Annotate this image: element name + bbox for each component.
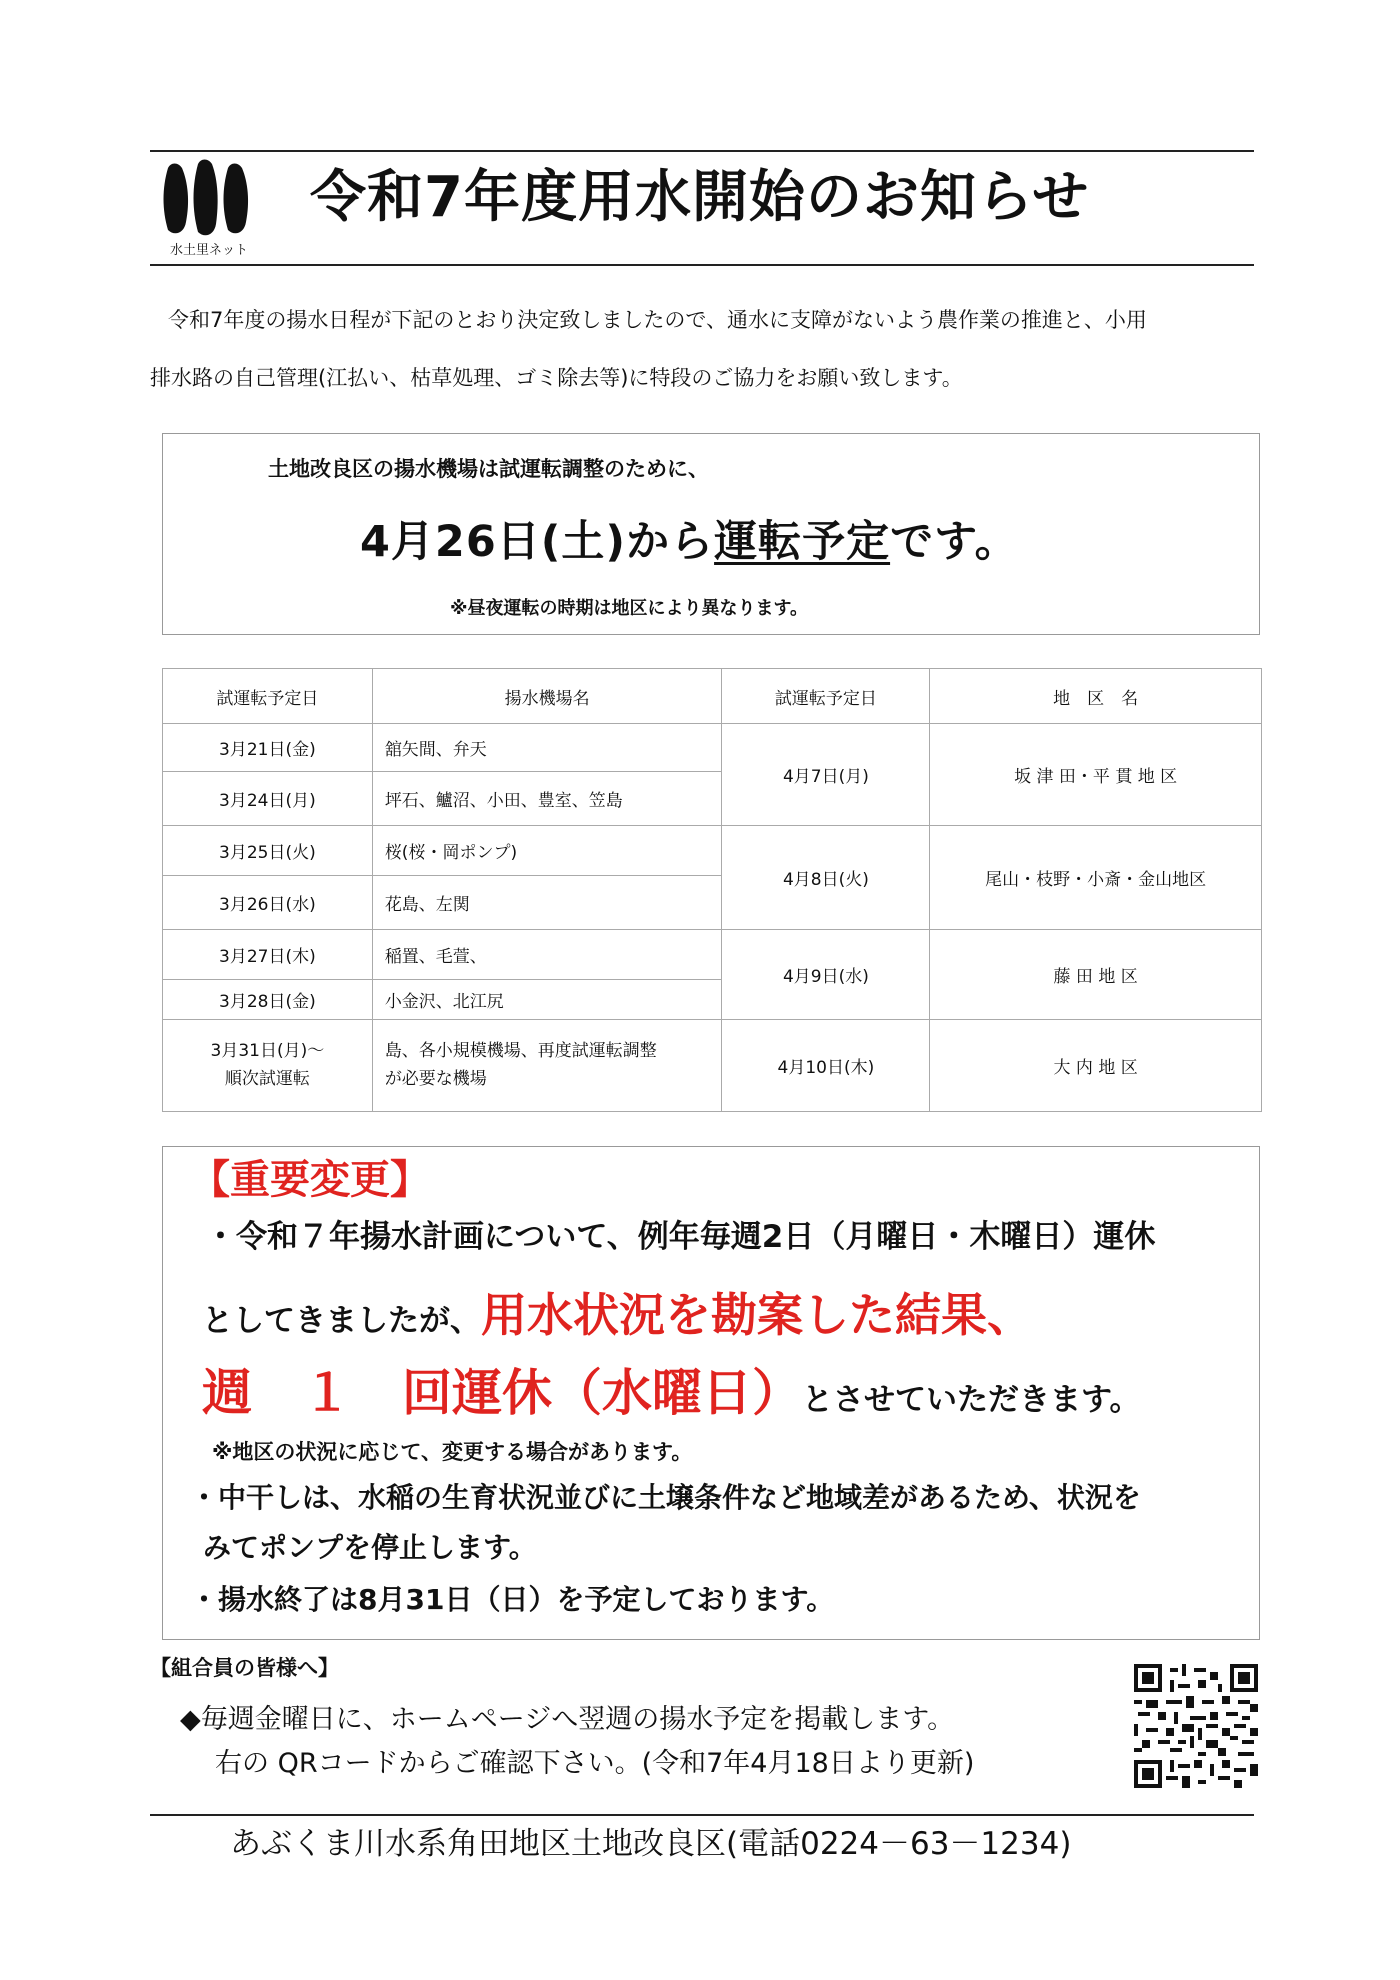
trial-date-cell: 3月25日(火)	[163, 826, 373, 876]
notice-note: ※昼夜運転の時期は地区により異なります。	[450, 598, 809, 619]
station-cell: 花島、左関	[372, 876, 722, 930]
operation-start-date	[360, 508, 1019, 569]
table-row	[163, 826, 1262, 876]
group-trial-date-cell: 4月7日(月)	[722, 724, 930, 826]
important-midseason-line-2: みてポンプを停止します。	[203, 1531, 537, 1564]
important-heading: 【重要変更】	[190, 1157, 430, 1203]
start-date-tail: です。	[890, 517, 1019, 567]
group-trial-date-cell: 4月10日(木)	[722, 1020, 930, 1112]
start-date-text: 4月26日(土)から	[360, 517, 715, 567]
group-trial-date-cell: 4月8日(火)	[722, 826, 930, 930]
district-cell: 藤 田 地 区	[930, 930, 1262, 1020]
footer-rule	[150, 1814, 1254, 1816]
intro-line-2: 排水路の自己管理(江払い、枯草処理、ゴミ除去等)に特段のご協力をお願い致します。	[150, 366, 963, 390]
trial-date-cell: 3月21日(金)	[163, 724, 373, 772]
important-midseason-line-1: ・中干しは、水稲の生育状況並びに土壌条件など地域差があるため、状況を	[190, 1481, 1141, 1514]
important-end-date: ・揚水終了は8月31日（日）を予定しております。	[190, 1583, 835, 1616]
intro-line-1: 令和7年度の揚水日程が下記のとおり決定致しましたので、通水に支障がないよう農作業の推進と、小用	[168, 308, 1147, 332]
top-rule	[150, 150, 1254, 152]
district-cell: 大 内 地 区	[930, 1020, 1262, 1112]
station-cell: 島、各小規模機場、再度試運転調整 が必要な機場	[372, 1020, 722, 1112]
col-header-district: 地 区 名	[930, 669, 1262, 724]
trial-date-cell: 3月28日(金)	[163, 980, 373, 1020]
trial-date-cell: 3月24日(月)	[163, 772, 373, 826]
col-header-trial-date: 試運転予定日	[163, 669, 373, 724]
important-line-1: ・令和７年揚水計画について、例年毎週2日（月曜日・木曜日）運休	[205, 1219, 1156, 1255]
notice-line-1: 土地改良区の揚水機場は試運転調整のために、	[268, 457, 709, 481]
members-line-1: ◆毎週金曜日に、ホームページへ翌週の揚水予定を掲載します。	[180, 1704, 955, 1735]
mizutorinet-logo	[158, 158, 260, 260]
footer-organization: あぶくま川水系角田地区土地改良区(電話0224－63－1234)	[230, 1826, 1072, 1862]
col-header-trial-date-2: 試運転予定日	[722, 669, 930, 724]
important-highlight-schedule: 週 １ 回運休（水曜日）	[202, 1364, 802, 1422]
logo-wordmark: 水土里ネット	[169, 243, 249, 258]
important-note: ※地区の状況に応じて、変更する場合があります。	[212, 1440, 693, 1464]
trial-date-cell: 3月31日(月)～ 順次試運転	[163, 1020, 373, 1112]
important-highlight-result: 用水状況を勘案した結果、	[481, 1288, 1033, 1342]
trial-date-cell: 3月27日(木)	[163, 930, 373, 980]
station-cell: 坪石、鱸沼、小田、豊室、笠島	[372, 772, 722, 826]
members-heading: 【組合員の皆様へ】	[150, 1656, 339, 1680]
table-row	[163, 1020, 1262, 1112]
station-cell: 稲置、毛萱、	[372, 930, 722, 980]
station-cell: 小金沢、北江尻	[372, 980, 722, 1020]
members-line-2: 右の QRコードからご確認下さい。(令和7年4月18日より更新)	[215, 1748, 975, 1779]
important-line-2	[202, 1288, 1033, 1342]
station-cell: 舘矢間、弁天	[372, 724, 722, 772]
district-cell: 坂 津 田・平 貫 地 区	[930, 724, 1262, 826]
important-line-3	[202, 1364, 1141, 1422]
important-line-3-text: とさせていただきます。	[802, 1382, 1141, 1418]
station-cell: 桜(桜・岡ポンプ)	[372, 826, 722, 876]
trial-date-cell: 3月26日(水)	[163, 876, 373, 930]
table-row	[163, 930, 1262, 980]
col-header-station: 揚水機場名	[372, 669, 722, 724]
schedule-table	[162, 668, 1262, 1112]
group-trial-date-cell: 4月9日(水)	[722, 930, 930, 1020]
qr-code[interactable]	[1134, 1664, 1258, 1788]
table-row	[163, 724, 1262, 772]
title-rule	[150, 264, 1254, 266]
start-date-underlined: 運転予定	[714, 517, 891, 567]
important-line-2-text: としてきましたが、	[202, 1303, 481, 1339]
table-header-row	[163, 669, 1262, 724]
district-cell: 尾山・枝野・小斎・金山地区	[930, 826, 1262, 930]
page-title: 令和7年度用水開始のお知らせ	[310, 165, 1090, 230]
